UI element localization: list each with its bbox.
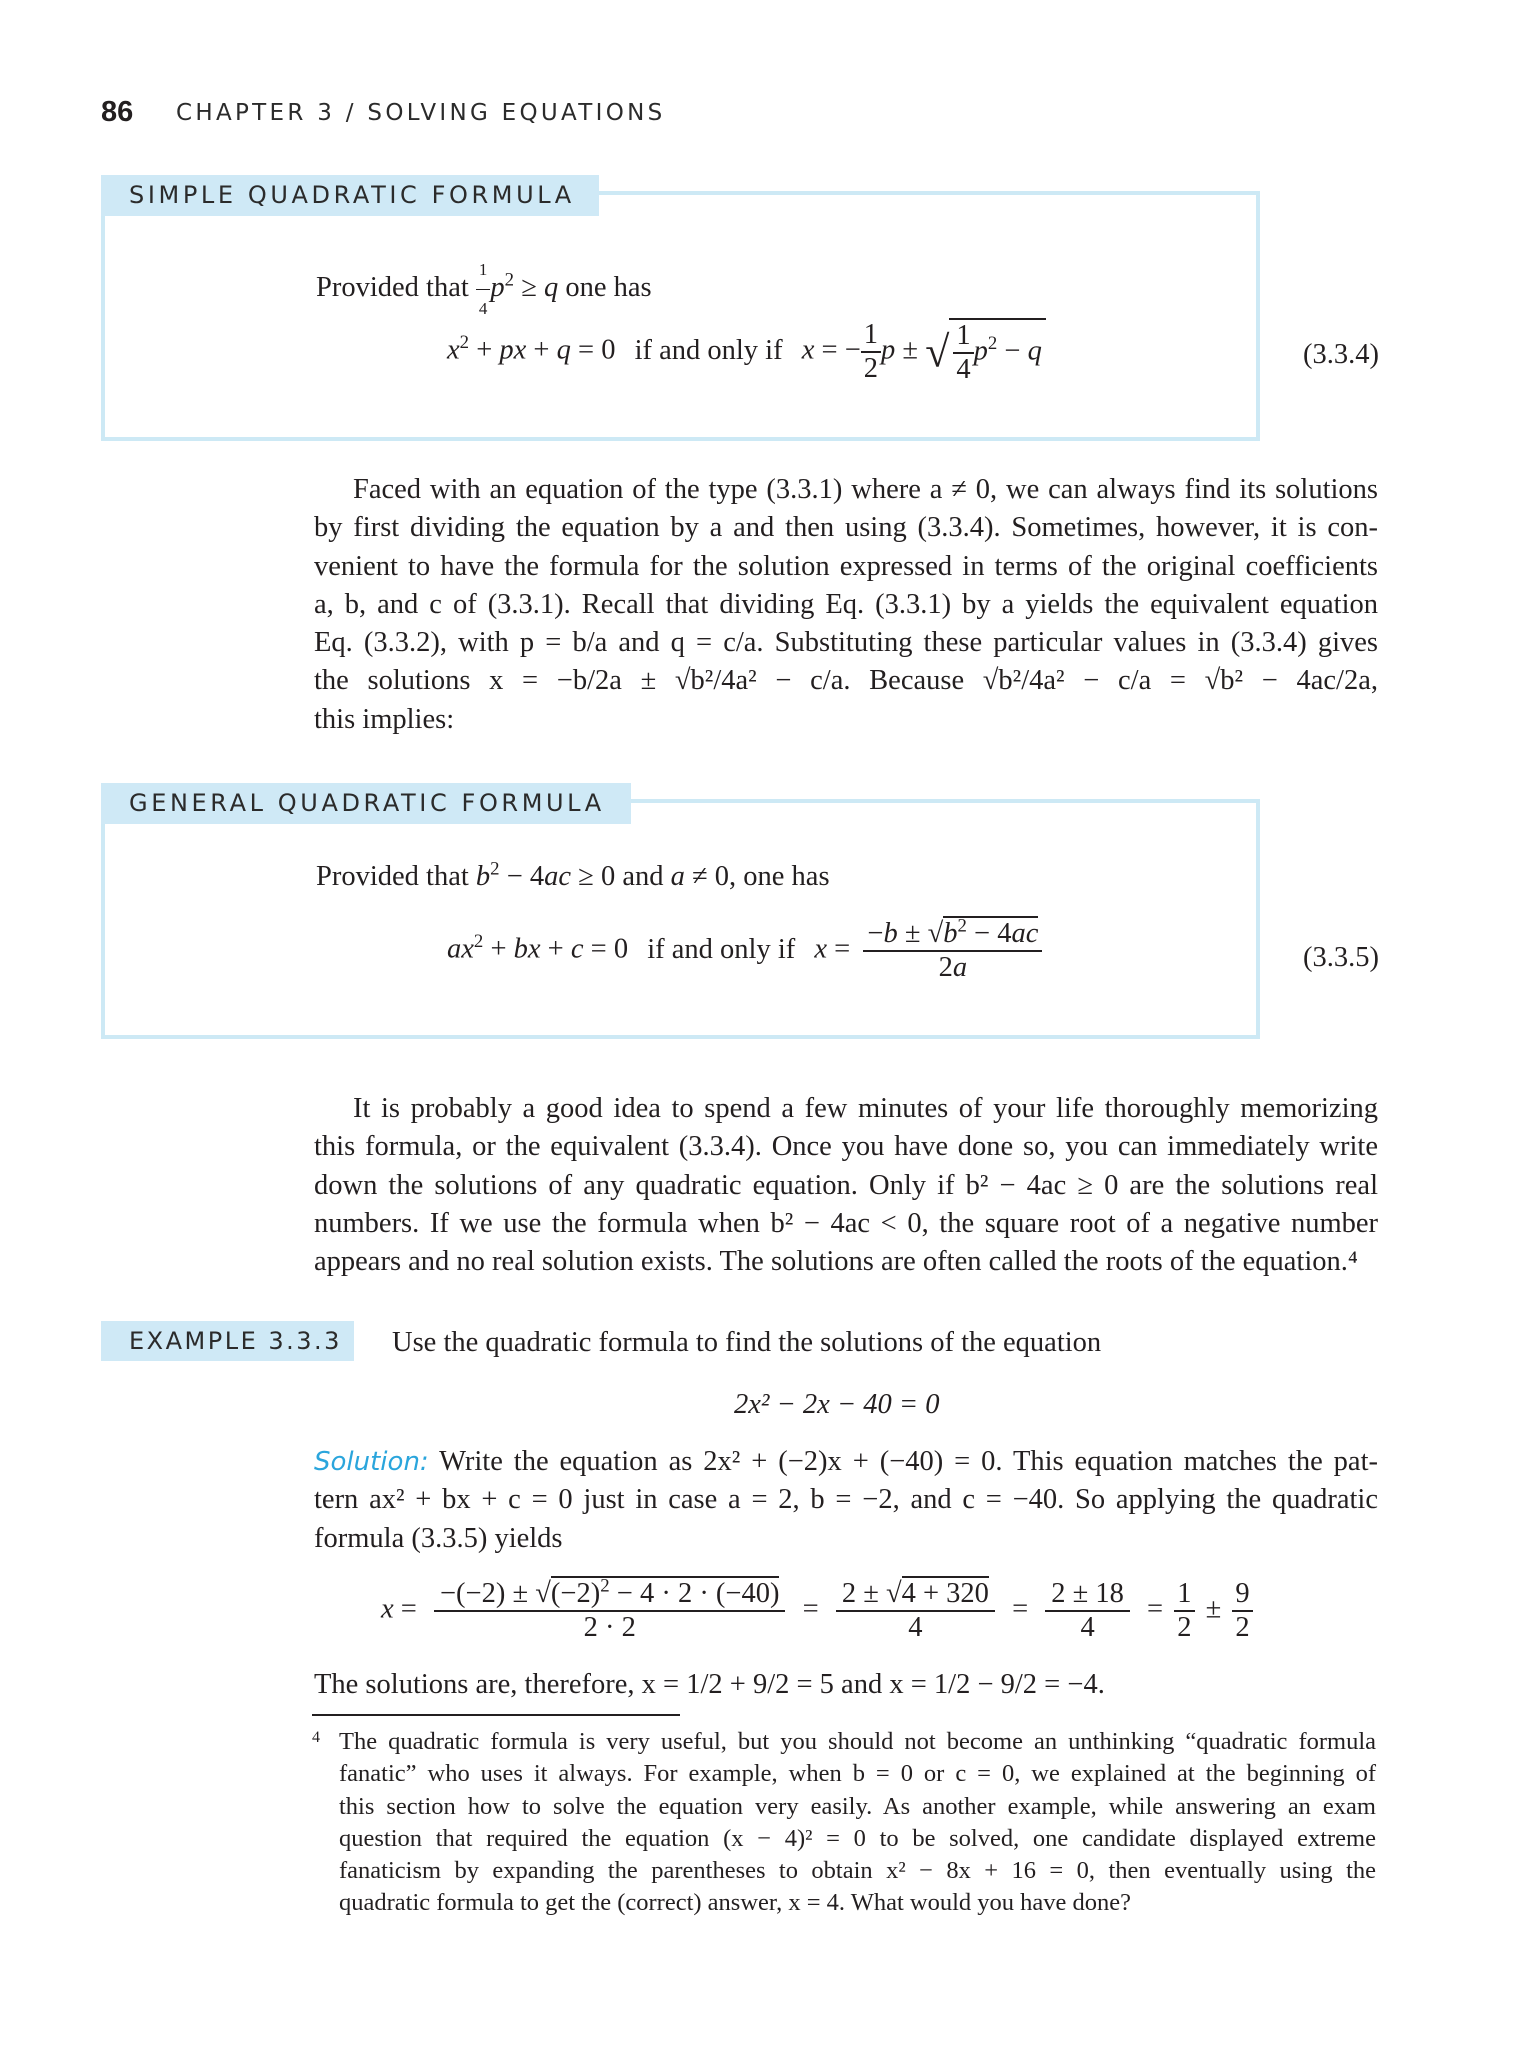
solution-paragraph	[314, 1443, 1378, 1558]
paragraph-line: this formula, or the equivalent (3.3.4). Once you have done so, you can immediately write	[314, 1131, 1378, 1163]
condition-prefix: Provided that	[316, 861, 469, 892]
general-quadratic-formula: $ax^2$ + bx + c = 0 if and only if x = $\frac{-b \pm √b^2 - 4ac}{2a}$	[447, 918, 1042, 984]
footnote	[312, 1726, 1376, 1920]
paragraph-line: this implies:	[314, 703, 455, 735]
condition-suffix: one has	[565, 272, 652, 304]
paragraph-line: a, b, and c of (3.3.1). Recall that dividing Eq. (3.3.1) by a yields the equivalent equation	[314, 588, 1378, 620]
footnote-mark: 4	[312, 1729, 320, 1746]
running-header: CHAPTER 3 / SOLVING EQUATIONS	[176, 100, 666, 126]
condition-prefix: Provided that	[316, 272, 469, 304]
simple-formula-box	[101, 191, 1260, 441]
footnote-line: fanaticism by expanding the parentheses to obtain x² − 8x + 16 = 0, then eventually using the	[339, 1857, 1376, 1885]
footnote-line: question that required the equation (x − 4)² = 0 to be solved, one candidate displayed extreme	[339, 1824, 1376, 1852]
paragraph-line: numbers. If we use the formula when b² − 4ac < 0, the square root of a negative number	[314, 1207, 1378, 1239]
paragraph-line: venient to have the formula for the solution expressed in terms of the original coefficients	[314, 550, 1378, 582]
equation-number-335: (3.3.5)	[1303, 942, 1379, 973]
paragraph-line: Eq. (3.3.2), with p = b/a and q = c/a. Substituting these particular values in (3.3.4) gives	[314, 627, 1378, 659]
paragraph-line: Faced with an equation of the type (3.3.1) where a ≠ 0, we can always find its solutions	[353, 474, 1378, 505]
condition-suffix: one has	[743, 861, 830, 892]
simple-formula-condition: Provided that $\frac{1}{4}$ $p^2 \ge q$ one has	[316, 251, 652, 328]
footnote-line: fanatic” who uses it always. For example, when b = 0 or c = 0, we explained at the beginning of	[339, 1760, 1376, 1788]
simple-formula-label: SIMPLE QUADRATIC FORMULA	[101, 175, 599, 216]
paragraph-line: down the solutions of any quadratic equation. Only if b² − 4ac ≥ 0 are the solutions real	[314, 1169, 1378, 1201]
general-formula-label-rule	[631, 799, 1260, 803]
footnote-rule	[312, 1714, 680, 1716]
paragraph-line: It is probably a good idea to spend a few minutes of your life thoroughly memorizing	[353, 1093, 1378, 1124]
solution-line: tern ax² + bx + c = 0 just in case a = 2, b = −2, and c = −40. So applying the quadratic	[314, 1484, 1378, 1516]
paragraph-after-simple-formula	[314, 471, 1378, 739]
iff-text: if and only if	[634, 334, 783, 366]
equation-number-334: (3.3.4)	[1303, 339, 1379, 370]
solution-conclusion: The solutions are, therefore, x = 1/2 + 9/2 = 5 and x = 1/2 − 9/2 = −4.	[314, 1669, 1105, 1700]
paragraph-line: the solutions x = −b/2a ± √b²/4a² − c/a. Because √b²/4a² − c/a = √b² − 4ac/2a,	[314, 665, 1378, 697]
paragraph-after-general-formula	[314, 1090, 1378, 1281]
general-formula-label: GENERAL QUADRATIC FORMULA	[101, 783, 631, 824]
solution-label: Solution:	[314, 1447, 429, 1477]
page-number: 86	[101, 96, 134, 128]
iff-text: if and only if	[647, 933, 796, 965]
footnote-line: The quadratic formula is very useful, but you should not become an unthinking “quadratic formula	[339, 1728, 1376, 1755]
paragraph-line: appears and no real solution exists. The solutions are often called the roots of the equation.⁴	[314, 1246, 1358, 1278]
solution-line: formula (3.3.5) yields	[314, 1522, 563, 1554]
example-prompt: Use the quadratic formula to find the solutions of the equation	[392, 1327, 1102, 1358]
general-formula-condition: Provided that $b^2 - 4ac \ge 0$ and a ≠ 0, one has	[316, 858, 830, 892]
solution-computation: x = $\frac{-(-2) \pm √(-2)^2 - 4 \cdot 2 \cdot (-40)}{2 \cdot 2}$ = $\frac{2 \pm √4 + 320}{4}$ = $\frac{2 \pm 18}{4}$ = $\frac{1}{2}$ ± $\frac{9}{2}$	[381, 1578, 1257, 1644]
simple-quadratic-formula: $x^2$ + px + q = 0 if and only if x = − $\frac{1}{2}$ p ± √ $\frac{1}{4}$ $p^2 - q$	[447, 318, 1046, 386]
simple-formula-label-rule	[599, 191, 1260, 195]
paragraph-line: by first dividing the equation by a and then using (3.3.4). Sometimes, however, it is con-	[314, 512, 1378, 544]
footnote-line: this section how to solve the equation very easily. As another example, while answering an exam	[339, 1792, 1376, 1820]
example-equation: 2x² − 2x − 40 = 0	[734, 1389, 940, 1420]
footnote-line: quadratic formula to get the (correct) answer, x = 4. What would you have done?	[339, 1889, 1132, 1917]
condition-mid: and	[622, 861, 664, 892]
example-label: EXAMPLE 3.3.3	[101, 1321, 354, 1361]
solution-line: Write the equation as 2x² + (−2)x + (−40) = 0. This equation matches the pat-	[439, 1446, 1378, 1477]
